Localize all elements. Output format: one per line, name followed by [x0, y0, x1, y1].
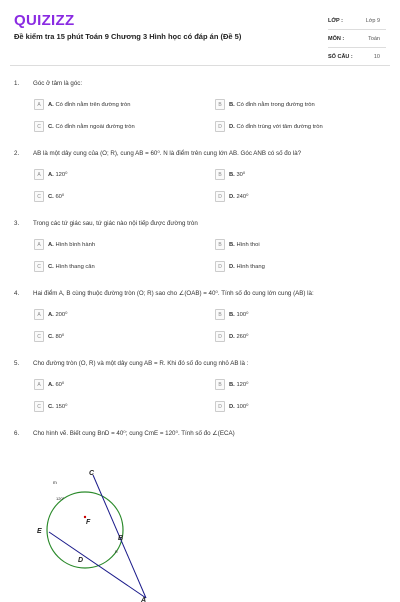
meta-row-class — [328, 12, 386, 30]
option-label — [48, 404, 67, 410]
question-number: 2. — [14, 150, 20, 157]
option-key: D. — [229, 263, 235, 270]
option-key: A. — [48, 311, 54, 318]
option-key: C. — [48, 123, 54, 130]
question-text: Góc ở tâm là góc: — [33, 80, 83, 87]
option-letter-badge: C — [34, 191, 44, 202]
question-text: Hai điểm A, B cùng thuộc đường tròn (O; R) sao cho ∠(OAB) = 40⁰. Tính số đo cung lớn cung (AB) là: — [33, 290, 314, 297]
option-key: A. — [48, 101, 54, 108]
option-text: Hình thoi — [236, 241, 260, 248]
answer-option-b[interactable] — [215, 379, 375, 390]
option-text: Hình thang — [236, 263, 265, 270]
question-text: Cho đường tròn (O, R) và một dây cung AB = R. Khi đó số đo cung nhỏ AB là : — [33, 360, 249, 367]
option-label — [229, 124, 323, 130]
option-key: C. — [48, 403, 54, 410]
meta-row-subject — [328, 30, 386, 48]
answer-option-a[interactable] — [34, 99, 194, 110]
answer-option-b[interactable] — [215, 309, 375, 320]
option-key: D. — [229, 333, 235, 340]
option-key: D. — [229, 123, 235, 130]
option-label — [229, 102, 315, 108]
answer-option-c[interactable] — [34, 331, 194, 342]
quizizz-logo: QUIZIZZ — [14, 12, 75, 29]
meta-value: Toán — [368, 35, 380, 42]
option-letter-badge: A — [34, 379, 44, 390]
option-key: A. — [48, 171, 54, 178]
option-text: 80⁰ — [55, 333, 65, 340]
meta-key: LỚP : — [328, 17, 343, 24]
option-text: 200⁰ — [55, 311, 68, 318]
label-m: m — [53, 480, 57, 485]
option-label — [48, 172, 67, 178]
answer-option-d[interactable] — [215, 331, 375, 342]
question-number: 4. — [14, 290, 20, 297]
answer-option-c[interactable] — [34, 191, 194, 202]
option-text: 60⁰ — [55, 193, 65, 200]
meta-table — [328, 12, 386, 66]
option-letter-badge: D — [215, 401, 225, 412]
option-letter-badge: A — [34, 99, 44, 110]
answer-option-a[interactable] — [34, 379, 194, 390]
geometry-figure — [25, 462, 165, 602]
question-number: 1. — [14, 80, 20, 87]
answer-option-d[interactable] — [215, 261, 375, 272]
option-text: 60⁰ — [55, 381, 65, 388]
option-key: C. — [48, 333, 54, 340]
option-label — [48, 194, 64, 200]
option-letter-badge: C — [34, 261, 44, 272]
answer-option-d[interactable] — [215, 401, 375, 412]
option-label — [48, 124, 135, 130]
option-text: Hình bình hành — [55, 241, 96, 248]
label-arc-120: 120° — [56, 496, 65, 501]
answer-option-c[interactable] — [34, 121, 194, 132]
option-label — [229, 312, 248, 318]
answer-option-d[interactable] — [215, 121, 375, 132]
option-key: B. — [229, 101, 235, 108]
option-letter-badge: B — [215, 99, 225, 110]
option-text: 30⁰ — [236, 171, 246, 178]
option-key: C. — [48, 263, 54, 270]
answer-option-b[interactable] — [215, 239, 375, 250]
label-e: E — [37, 528, 42, 535]
option-label — [229, 334, 248, 340]
option-letter-badge: D — [215, 191, 225, 202]
option-label — [48, 312, 67, 318]
option-key: D. — [229, 193, 235, 200]
option-text: 120⁰ — [55, 171, 68, 178]
label-n: n — [115, 549, 118, 554]
option-label — [48, 382, 64, 388]
answer-option-a[interactable] — [34, 169, 194, 180]
option-label — [229, 194, 248, 200]
question-text: AB là một dây cung của (O; R), cung AB = 60⁰. N là điểm trên cung lớn AB. Góc ANB có số đo là? — [33, 150, 302, 157]
option-key: A. — [48, 381, 54, 388]
option-label — [229, 404, 248, 410]
option-text: Có đỉnh trùng với tâm đường tròn — [236, 123, 323, 130]
answer-option-c[interactable] — [34, 261, 194, 272]
answer-option-a[interactable] — [34, 239, 194, 250]
option-letter-badge: B — [215, 309, 225, 320]
question-text: Cho hình vẽ. Biết cung BnD = 40⁰; cung CmE = 120⁰. Tính số đo ∠(ECA) — [33, 430, 235, 437]
option-letter-badge: C — [34, 121, 44, 132]
option-text: 240⁰ — [236, 193, 249, 200]
page-title: Đề kiểm tra 15 phút Toán 9 Chương 3 Hình học có đáp án (Đề 5) — [14, 32, 242, 41]
option-text: 260⁰ — [236, 333, 249, 340]
option-key: C. — [48, 193, 54, 200]
option-letter-badge: B — [215, 169, 225, 180]
answer-option-b[interactable] — [215, 99, 375, 110]
option-key: B. — [229, 171, 235, 178]
option-letter-badge: D — [215, 261, 225, 272]
meta-value: Lớp 9 — [365, 17, 380, 24]
meta-row-count — [328, 48, 386, 66]
option-label — [229, 172, 245, 178]
option-letter-badge: C — [34, 331, 44, 342]
option-text: 100⁰ — [236, 311, 249, 318]
label-b: B — [118, 535, 124, 542]
option-text: 120⁰ — [236, 381, 249, 388]
option-label — [229, 242, 260, 248]
label-f: F — [86, 519, 91, 526]
option-key: D. — [229, 403, 235, 410]
answer-option-d[interactable] — [215, 191, 375, 202]
meta-value: 10 — [373, 53, 380, 60]
option-letter-badge: B — [215, 239, 225, 250]
option-text: Có đỉnh nằm ngoài đường tròn — [55, 123, 135, 130]
point-f — [84, 516, 86, 518]
answer-option-a[interactable] — [34, 309, 194, 320]
option-text: 100⁰ — [236, 403, 249, 410]
question-text: Trong các tứ giác sau, tứ giác nào nội tiếp được đường tròn — [33, 220, 198, 227]
option-letter-badge: A — [34, 309, 44, 320]
option-key: B. — [229, 311, 235, 318]
option-letter-badge: D — [215, 331, 225, 342]
option-letter-badge: A — [34, 169, 44, 180]
meta-key: MÔN : — [328, 35, 345, 42]
question-number: 6. — [14, 430, 20, 437]
option-label — [48, 242, 95, 248]
answer-option-c[interactable] — [34, 401, 194, 412]
option-label — [48, 102, 130, 108]
meta-key: SỐ CÂU : — [328, 53, 353, 60]
question-number: 5. — [14, 360, 20, 367]
header-divider — [10, 65, 390, 66]
option-text: Hình thang cân — [55, 263, 95, 270]
option-key: B. — [229, 381, 235, 388]
question-number: 3. — [14, 220, 20, 227]
option-label — [48, 264, 95, 270]
answer-option-b[interactable] — [215, 169, 375, 180]
option-label — [229, 264, 265, 270]
option-label — [48, 334, 64, 340]
option-letter-badge: A — [34, 239, 44, 250]
option-key: B. — [229, 241, 235, 248]
option-key: A. — [48, 241, 54, 248]
option-text: Có đỉnh nằm trong đường tròn — [236, 101, 315, 108]
option-label — [229, 382, 248, 388]
label-c: C — [89, 470, 95, 477]
label-a: A — [141, 597, 147, 602]
option-text: Có đỉnh nằm trên đường tròn — [55, 101, 131, 108]
option-text: 150⁰ — [55, 403, 68, 410]
option-letter-badge: B — [215, 379, 225, 390]
option-letter-badge: C — [34, 401, 44, 412]
label-d: D — [78, 557, 84, 564]
option-letter-badge: D — [215, 121, 225, 132]
